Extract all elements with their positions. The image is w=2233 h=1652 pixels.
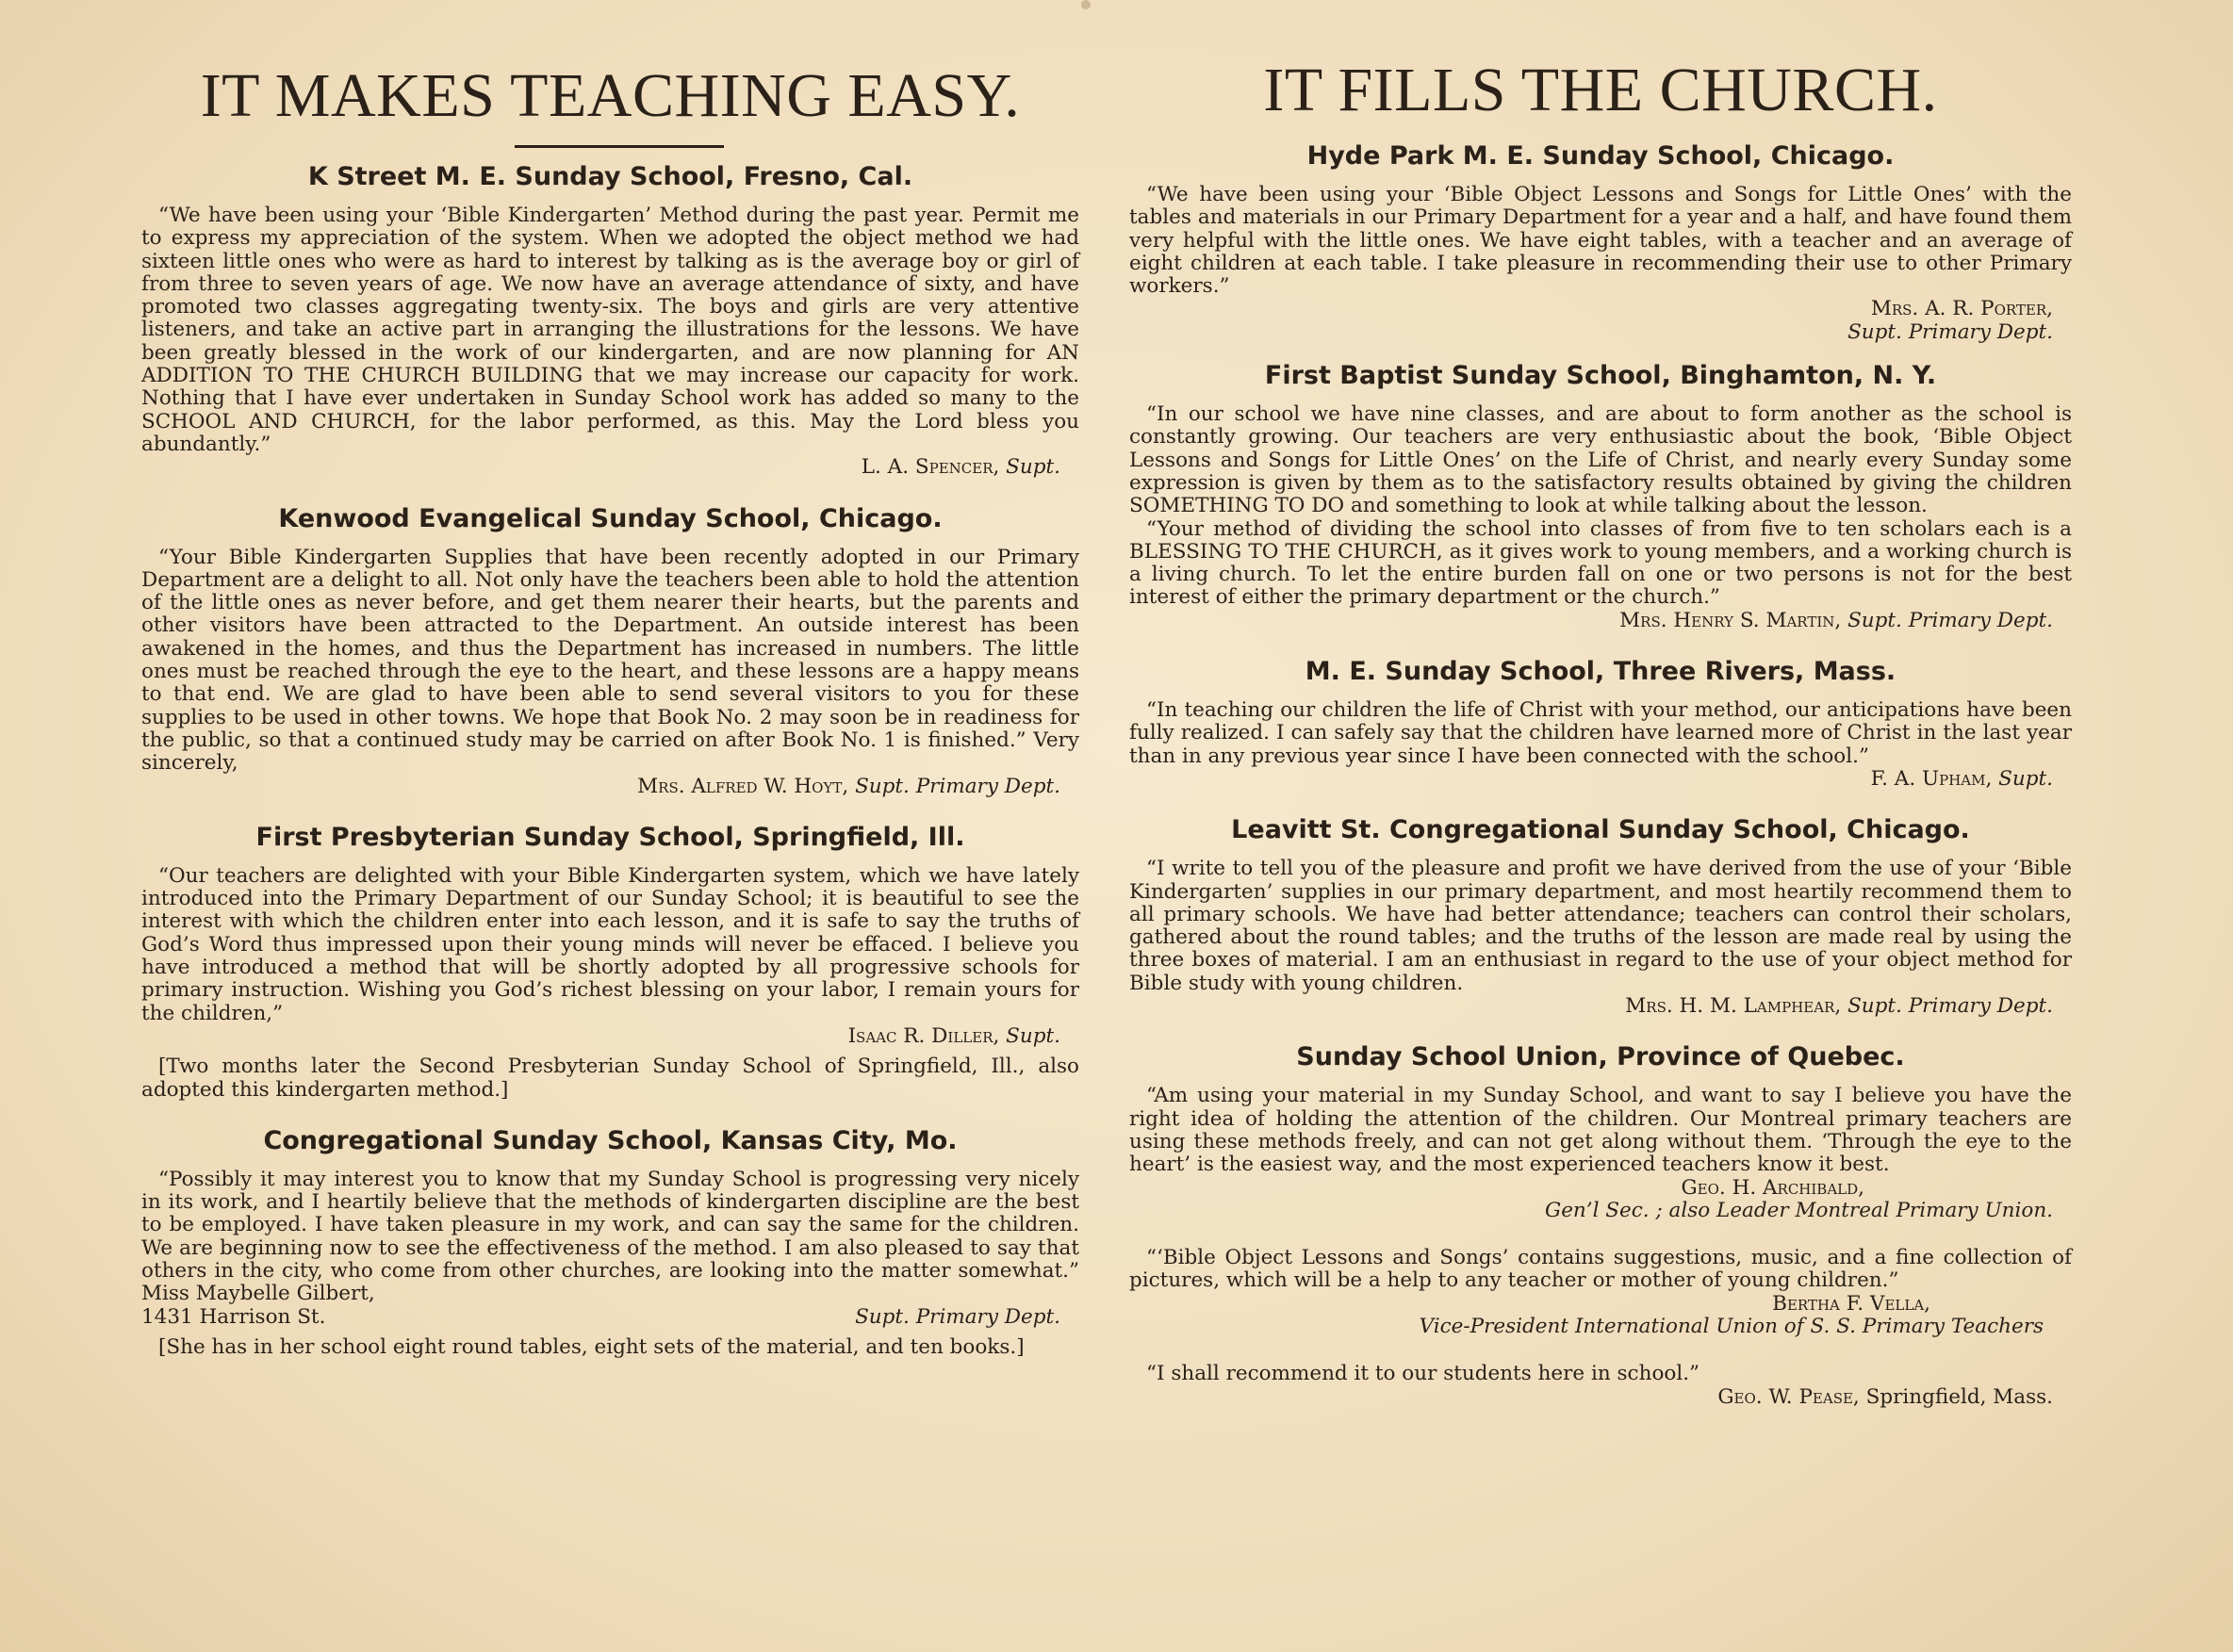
signer-name: Geo. H. Archibald,: [1681, 1175, 1864, 1200]
testimonial-text: “I shall recommend it to our students here in school.”: [1146, 1362, 1700, 1386]
testimonial-binghamton: [1129, 361, 2072, 632]
signer-name: Bertha F. Vella,: [1772, 1291, 1930, 1316]
testimonial-kenwood: [141, 504, 1079, 798]
attribution: [1129, 1177, 2072, 1200]
attribution: [1129, 768, 2072, 791]
testimonial-text: “We have been using your ‘Bible Object Lessons and Songs for Little Ones’ with the tables and materials in our Primary Department for a year and a half, and have found them very helpful with the little ones. We have eight tables, with a teacher and an average of eight children at each table. I take pleasure in recommending their use to other Primary workers.”: [1129, 183, 2072, 299]
title-rule: [515, 145, 724, 148]
attribution: [1129, 1293, 2072, 1316]
school-heading: Leavitt St. Congregational Sunday School, Chicago.: [1231, 815, 1970, 845]
testimonial-springfield: [141, 823, 1079, 1102]
signer-title: Supt. Primary Dept.: [1847, 608, 2053, 632]
signer-title: Supt. Primary Dept.: [1847, 319, 2053, 344]
signer-title: Vice-President International Union of S. S. Primary Teachers: [1419, 1314, 2044, 1338]
attribution-title: [1129, 1316, 2072, 1338]
attribution: [1129, 995, 2072, 1018]
school-heading: Sunday School Union, Province of Quebec.: [1296, 1042, 1905, 1072]
school-heading: K Street M. E. Sunday School, Fresno, Cal.: [307, 162, 913, 191]
testimonial-text: “I write to tell you of the pleasure and profit we have derived from the use of your ‘Bible Kindergarten’ supplies in our primary department, and most heartily recommend them to all primary schools. We have had better attendance; teachers can control their scholars, gathered about the round tables; and the truths of the lesson are made real by using the three boxes of material. I am an enthusiast in regard to the use of your object method for Bible study with young children.: [1129, 857, 2072, 995]
school-heading: Hyde Park M. E. Sunday School, Chicago.: [1306, 141, 1895, 171]
signer-location: Springfield, Mass.: [1865, 1384, 2053, 1409]
attribution: [141, 776, 1079, 798]
school-heading: Kenwood Evangelical Sunday School, Chicago.: [278, 503, 943, 533]
testimonial-quebec: [1129, 1042, 2072, 1222]
signer-name: Geo. W. Pease,: [1717, 1384, 1860, 1409]
testimonial-bertha-vella: [1129, 1247, 2072, 1338]
testimonial-kansas-city: [141, 1126, 1079, 1359]
signer-title: Supt.: [1006, 1023, 1060, 1048]
right-page-title: IT FILLS THE CHURCH.: [1263, 56, 1938, 124]
attribution: [1129, 298, 2072, 320]
left-page-title: IT MAKES TEACHING EASY.: [200, 61, 1021, 130]
testimonial-text: “In teaching our children the life of Christ with your method, our anticipations have been fully realized. I can safely say that the children have learned more of Christ in the last year than in any previous year since I have been connected with the school.”: [1129, 698, 2072, 768]
testimonial-fresno: [141, 162, 1079, 480]
signer-title: Supt.: [1998, 766, 2053, 791]
school-heading: First Presbyterian Sunday School, Springfield, Ill.: [255, 822, 965, 852]
signer-title: Supt. Primary Dept.: [855, 774, 1060, 798]
testimonial-text: “Your Bible Kindergarten Supplies that have been recently adopted in our Primary Department are a delight to all. Not only have the teachers been able to hold the attention of the little ones as never before, and get them nearer their hearts, but the parents and other visitors have been attracted to the Department. An outside interest has been awakened in the homes, and thus the Department has increased in numbers. The little ones must be reached through the eye to the heart, and these lessons are a happy means to that end. We are glad to have been able to send several visitors to you for these supplies to be used in other towns. We hope that Book No. 2 may soon be in readiness for the public, so that a continued study may be carried on after Book No. 1 is finished.” Very sincerely,: [141, 545, 1079, 776]
school-heading: M. E. Sunday School, Three Rivers, Mass.: [1305, 657, 1896, 687]
right-testimonials: [1129, 141, 2072, 1433]
signer-name: F. A. Upham,: [1870, 766, 1993, 791]
attribution-title: [1129, 1200, 2072, 1222]
signer-name: Mrs. H. M. Lamphear,: [1625, 994, 1842, 1019]
editor-note: [She has in her school eight round tables, eight sets of the material, and ten books.]: [158, 1334, 1025, 1359]
attribution: [1129, 610, 2072, 632]
testimonial-text: “‘Bible Object Lessons and Songs’ contains suggestions, music, and a fine collection of pictures, which will be a help to any teacher or mother of young children.”: [1129, 1246, 2072, 1293]
left-testimonials: [141, 162, 1079, 1383]
school-heading: Congregational Sunday School, Kansas City, Mo.: [263, 1125, 958, 1155]
school-heading: First Baptist Sunday School, Binghamton, N. Y.: [1264, 361, 1937, 391]
testimonial-text: “In our school we have nine classes, and are about to form another as the school is constantly growing. Our teachers are very enthusiastic about the book, ‘Bible Object Lessons and Songs for Little Ones’ on the Life of Christ, and nearly every Sunday some expression is given by them as to the satisfactory results obtained by giving the children SOMETHING TO DO and something to look at while talking about the lesson.: [1129, 402, 2072, 518]
attribution: [1129, 1386, 2072, 1409]
binding-mark: [1081, 0, 1091, 9]
signer-title: Gen’l Sec. ; also Leader Montreal Primary Union.: [1545, 1198, 2053, 1222]
editor-note: [Two months later the Second Presbyterian Sunday School of Springfield, Ill., also adopted this kindergarten method.]: [141, 1055, 1079, 1102]
signer-title: Supt. Primary Dept.: [1847, 994, 2053, 1019]
testimonial-text: “Am using your material in my Sunday School, and want to say I believe you have the right idea of holding the attention of the children. Our Montreal primary teachers are using these methods freely, and can not get along without them. ‘Through the eye to the heart’ is the easiest way, and the most experienced teachers know it best.: [1129, 1084, 2072, 1177]
signer-address: 1431 Harrison St.: [141, 1304, 326, 1329]
signer-title: Supt. Primary Dept.: [855, 1304, 1060, 1329]
testimonial-hyde-park: [1129, 141, 2072, 344]
testimonial-geo-pease: [1129, 1363, 2072, 1409]
address-line: [141, 1306, 1079, 1329]
testimonial-leavitt-st: [1129, 815, 2072, 1018]
signer-name: Mrs. A. R. Porter,: [1870, 297, 2053, 321]
signer-name: Mrs. Henry S. Martin,: [1619, 608, 1842, 632]
signer-title: Supt.: [1006, 455, 1060, 480]
testimonial-three-rivers: [1129, 657, 2072, 791]
testimonial-text: “We have been using your ‘Bible Kindergarten’ Method during the past year. Permit me to express my appreciation of the system. When we adopted the object method we had sixteen little ones who were as hard to interest by talking as is the average boy or girl of from three to seven years of age. We now have an average attendance of sixty, and have promoted two classes aggregating twenty-six. The boys and girls are very attentive listeners, and take an active part in arranging the illustrations for the lessons. We have been greatly blessed in the work of our kindergarten, and are now planning for AN ADDITION TO THE CHURCH BUILDING that we may increase our capacity for work. Nothing that I have ever undertaken in Sunday School work has added so many to the SCHOOL AND CHURCH, for the labor performed, as this. May the Lord bless you abundantly.”: [141, 204, 1079, 456]
attribution: [141, 1025, 1079, 1048]
testimonial-text-continued: “Your method of dividing the school into classes of from five to ten scholars each is a BLESSING TO THE CHURCH, as it gives work to young members, and a working church is a living church. To let the entire burden fall on one or two persons is not for the best interest of either the primary department or the church.”: [1129, 516, 2072, 610]
testimonial-text: “Possibly it may interest you to know that my Sunday School is progressing very nicely in its work, and I heartily believe that the methods of kindergarten discipline are the best to be employed. I have taken pleasure in my work, and can say the same for the children. We are beginning now to see the effectiveness of the method. I am also pleased to say that others in the city, who come from other churches, are looking into the matter somewhat.” Miss Maybelle Gilbert,: [141, 1167, 1079, 1306]
signer-name: L. A. Spencer,: [861, 455, 1000, 480]
signer-name: Isaac R. Diller,: [847, 1023, 1000, 1048]
attribution: [141, 456, 1079, 479]
testimonial-text: “Our teachers are delighted with your Bible Kindergarten system, which we have lately introduced into the Primary Department of our Sunday School; it is beautiful to see the interest with which the children enter into each lesson, and it is safe to say the truths of God’s Word thus impressed upon their young minds will never be effaced. I believe you have introduced a method that will be shortly adopted by all progressive schools for primary instruction. Wishing you God’s richest blessing on your labor, I remain yours for the children,”: [141, 863, 1079, 1025]
attribution-title: [1129, 321, 2072, 344]
signer-name: Mrs. Alfred W. Hoyt,: [637, 774, 849, 798]
